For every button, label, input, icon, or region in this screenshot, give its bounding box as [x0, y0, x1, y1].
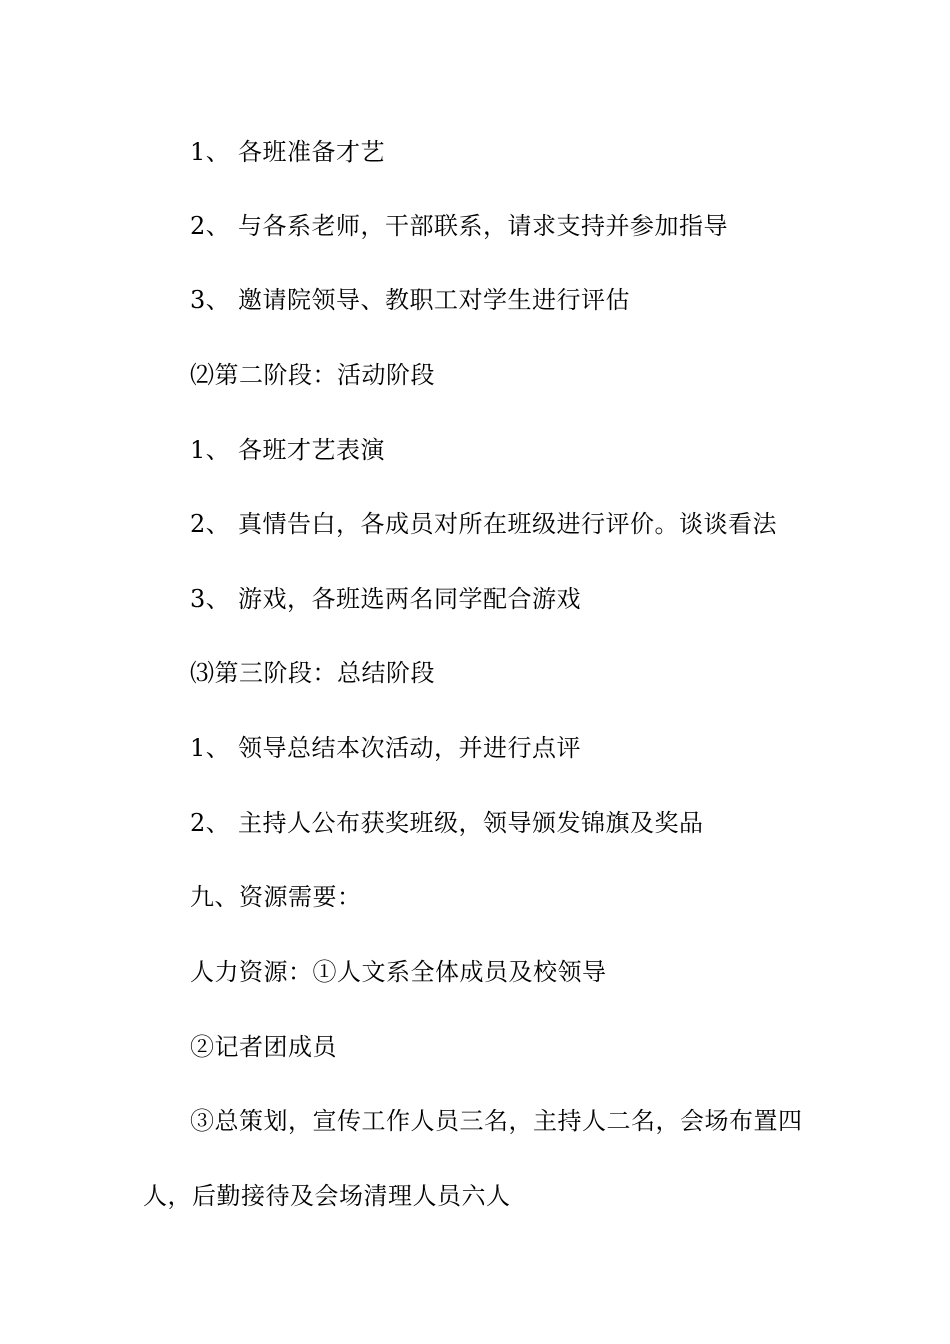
- list-item: [190, 584, 581, 614]
- list-number: 3、: [190, 286, 231, 314]
- list-text: 各班才艺表演: [238, 436, 385, 464]
- list-item: [190, 137, 385, 167]
- list-number: 2、: [190, 212, 231, 240]
- list-text: 与各系老师，干部联系，请求支持并参加指导: [238, 212, 728, 240]
- list-number: 1、: [190, 436, 231, 464]
- list-text: 领导总结本次活动，并进行点评: [238, 734, 581, 762]
- list-number: 2、: [190, 809, 231, 837]
- list-item: [190, 509, 777, 539]
- list-text: 邀请院领导、教职工对学生进行评估: [238, 286, 630, 314]
- list-number: 3、: [190, 585, 231, 613]
- list-text: 游戏，各班选两名同学配合游戏: [238, 585, 581, 613]
- paragraph-continuation: 人，后勤接待及会场清理人员六人: [143, 1182, 511, 1210]
- list-item: [190, 211, 728, 241]
- paragraph: ③总策划，宣传工作人员三名，主持人二名，会场布置四: [190, 1107, 803, 1135]
- list-item: [190, 733, 581, 763]
- list-item: [190, 285, 630, 315]
- list-item: [190, 435, 385, 465]
- list-text: 主持人公布获奖班级，领导颁发锦旗及奖品: [238, 809, 704, 837]
- paragraph: ②记者团成员: [190, 1033, 337, 1061]
- section-heading: ⑶第三阶段：总结阶段: [190, 659, 435, 687]
- list-text: 真情告白，各成员对所在班级进行评价。谈谈看法: [238, 510, 777, 538]
- list-text: 各班准备才艺: [238, 138, 385, 166]
- section-heading: ⑵第二阶段：活动阶段: [190, 361, 435, 389]
- list-number: 1、: [190, 734, 231, 762]
- paragraph: 人力资源：①人文系全体成员及校领导: [190, 958, 607, 986]
- list-item: [190, 808, 704, 838]
- list-number: 2、: [190, 510, 231, 538]
- list-number: 1、: [190, 138, 231, 166]
- section-heading: 九、资源需要：: [190, 883, 362, 911]
